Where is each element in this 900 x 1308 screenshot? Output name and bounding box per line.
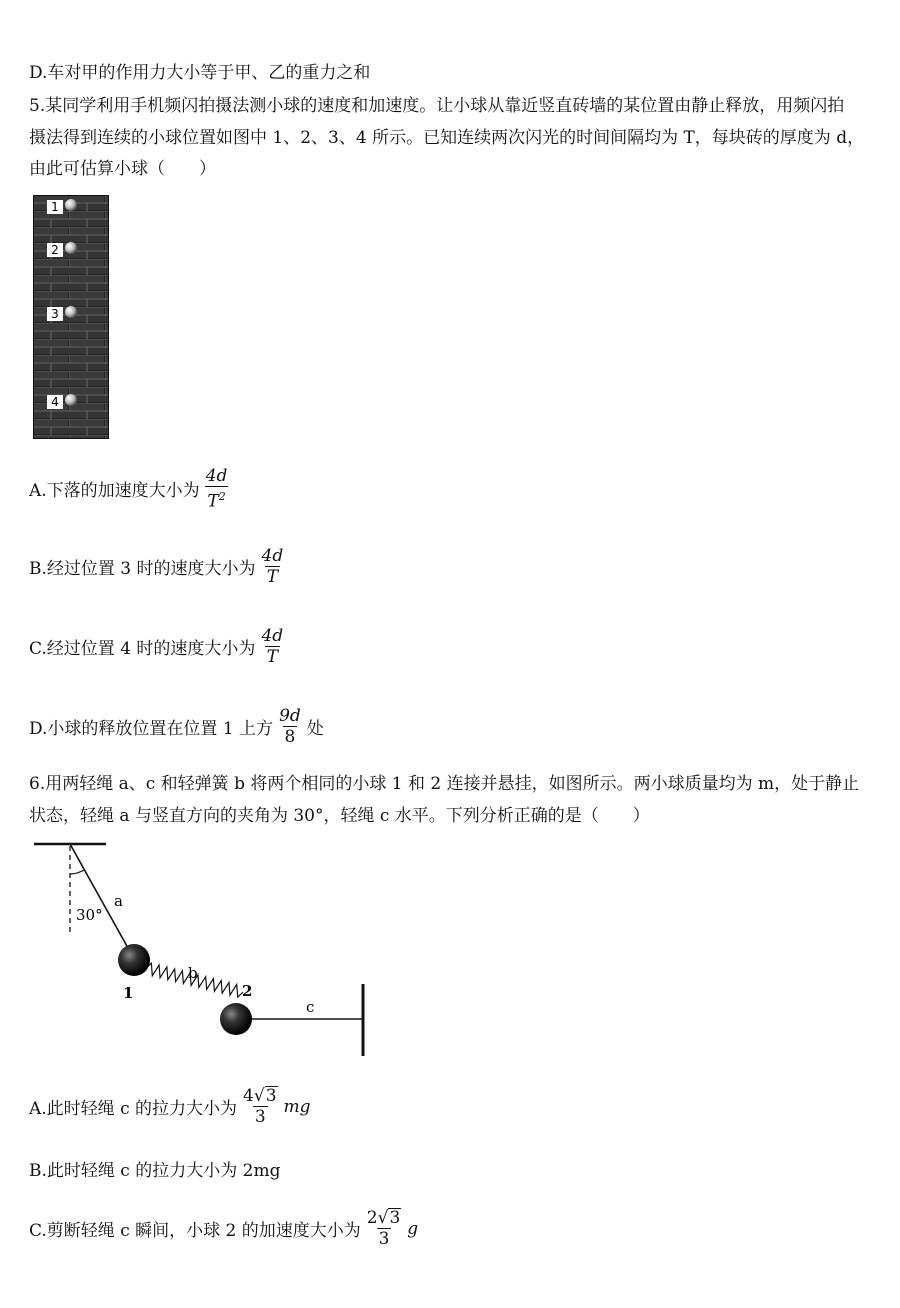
position-label-4: 4 bbox=[51, 395, 59, 409]
q5-option-b-numerator: 4d bbox=[261, 546, 284, 566]
q6-option-c-coef: 2 bbox=[366, 1208, 378, 1228]
q5-option-d-text: D.小球的释放位置在位置 1 上方 bbox=[29, 719, 274, 739]
q6-stem-line2: 状态，轻绳 a 与竖直方向的夹角为 30°，轻绳 c 水平。下列分析正确的是（ ） bbox=[29, 806, 650, 826]
q5-option-a-text: A.下落的加速度大小为 bbox=[29, 481, 200, 502]
ball-position-2 bbox=[65, 242, 77, 254]
spring-b-label: b bbox=[188, 964, 198, 982]
q5-option-a-numerator: 4d bbox=[205, 466, 228, 486]
q5-option-c-denominator: T bbox=[266, 647, 278, 667]
position-label-3: 3 bbox=[51, 307, 59, 321]
previous-option-d: D.车对甲的作用力大小等于甲、乙的重力之和 bbox=[29, 63, 371, 83]
brick-wall-figure bbox=[33, 195, 109, 439]
q6-option-c bbox=[29, 1208, 418, 1249]
position-label-1: 1 bbox=[51, 200, 59, 214]
position-label-2: 2 bbox=[51, 243, 59, 257]
q5-stem-line3: 由此可估算小球（ ） bbox=[29, 159, 216, 179]
q5-option-d-suffix: 处 bbox=[306, 719, 324, 739]
q5-option-b-denominator: T bbox=[266, 567, 279, 587]
q6-option-a-suffix: mg bbox=[283, 1096, 311, 1117]
q5-option-a-denominator: T bbox=[207, 491, 219, 512]
q5-option-b-text: B.经过位置 3 时的速度大小为 bbox=[29, 559, 256, 579]
q5-option-d-numerator: 9d bbox=[279, 706, 301, 726]
q5-option-c-text: C.经过位置 4 时的速度大小为 bbox=[29, 639, 256, 659]
q5-option-a-exponent: 2 bbox=[218, 490, 226, 503]
q6-option-c-suffix: g bbox=[407, 1218, 419, 1239]
ball-2 bbox=[220, 1003, 252, 1035]
ball-2-label: 2 bbox=[242, 982, 253, 1000]
q5-option-d-denominator: 8 bbox=[284, 727, 296, 747]
q6-option-a-root: 3 bbox=[265, 1086, 277, 1106]
q6-option-a-numerator: 4 √ 3 bbox=[243, 1086, 277, 1106]
q5-option-c bbox=[29, 626, 289, 667]
rope-c-label: c bbox=[306, 998, 315, 1016]
q6-option-b-text: B.此时轻绳 c 的拉力大小为 2mg bbox=[29, 1161, 281, 1181]
q6-option-c-numerator: 2 √ 3 bbox=[366, 1208, 401, 1228]
q5-option-d bbox=[29, 706, 324, 747]
q5-option-c-numerator: 4d bbox=[261, 626, 284, 646]
q6-option-c-root: 3 bbox=[389, 1208, 401, 1228]
q6-option-c-text: C.剪断轻绳 c 瞬间，小球 2 的加速度大小为 bbox=[29, 1221, 361, 1241]
spring-rope-figure bbox=[30, 838, 380, 1058]
q5-option-a bbox=[29, 466, 233, 512]
ball-1-label: 1 bbox=[123, 984, 134, 1002]
q6-option-b bbox=[29, 1156, 280, 1181]
angle-label: 30° bbox=[76, 906, 103, 924]
q6-option-a-text: A.此时轻绳 c 的拉力大小为 bbox=[29, 1099, 238, 1119]
q5-option-a-fraction bbox=[204, 466, 230, 512]
q5-option-c-fraction bbox=[259, 626, 285, 667]
q6-option-a-coef: 4 bbox=[243, 1086, 254, 1106]
q5-stem-line2: 摄法得到连续的小球位置如图中 1、2、3、4 所示。已知连续两次闪光的时间间隔均为 T，每块砖的厚度为 d， bbox=[29, 128, 865, 148]
q6-stem-line1: 6.用两轻绳 a、c 和轻弹簧 b 将两个相同的小球 1 和 2 连接并悬挂，如图所示。两小球质量均为 m，处于静止 bbox=[29, 774, 860, 794]
q5-option-b-fraction bbox=[260, 546, 286, 587]
q5-option-b bbox=[29, 546, 289, 587]
q5-option-d-fraction bbox=[277, 706, 303, 747]
q6-option-a-denominator: 3 bbox=[254, 1107, 266, 1127]
q6-option-a bbox=[29, 1086, 311, 1127]
q6-option-c-denominator: 3 bbox=[378, 1229, 390, 1249]
angle-arc bbox=[70, 870, 84, 874]
q6-option-a-fraction bbox=[241, 1086, 280, 1127]
rope-a-label: a bbox=[114, 892, 123, 910]
ball-position-1 bbox=[65, 199, 77, 211]
q6-option-c-fraction bbox=[365, 1208, 404, 1249]
ball-1 bbox=[118, 944, 150, 976]
ball-position-4 bbox=[65, 394, 77, 406]
q5-stem-line1: 5.某同学利用手机频闪拍摄法测小球的速度和加速度。让小球从靠近竖直砖墙的某位置由静止释放，用频闪拍 bbox=[29, 96, 845, 116]
ball-position-3 bbox=[65, 306, 77, 318]
